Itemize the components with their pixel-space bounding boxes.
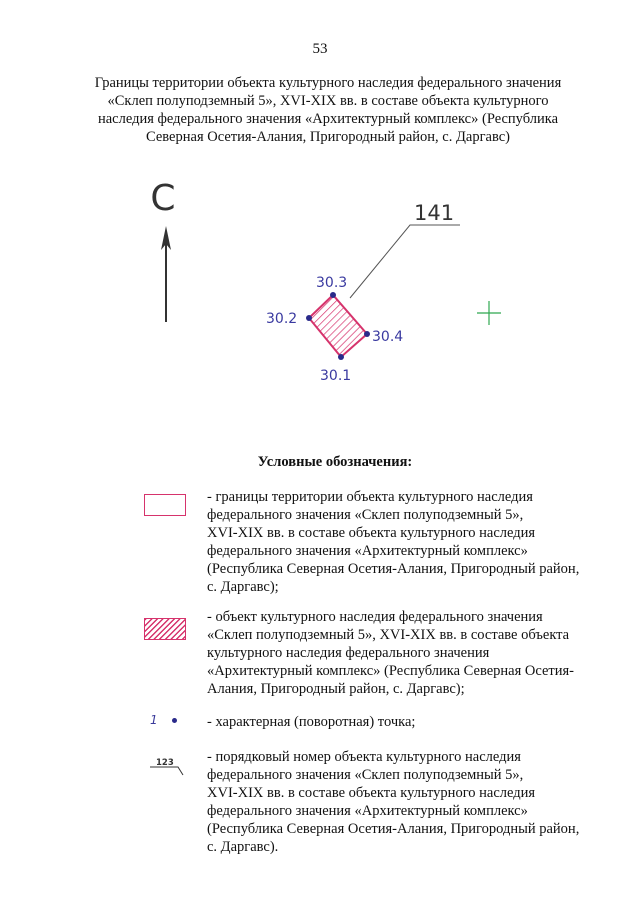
legend-line: XVI-XIX вв. в составе объекта культурного наследия — [207, 785, 536, 801]
legend-line: федерального значения «Архитектурный комплекс» — [207, 543, 528, 559]
point-label: 30.2 — [266, 311, 298, 327]
legend-line: - объект культурного наследия федерального значения — [207, 609, 543, 625]
legend-line: - границы территории объекта культурного наследия — [207, 489, 533, 505]
number-symbol-label: 123 — [156, 758, 174, 768]
legend-line: (Республика Северная Осетия-Алания, Пригородный район, — [207, 561, 580, 577]
legend-line: с. Даргавс); — [207, 579, 279, 595]
object-number-label: 141 — [414, 201, 455, 225]
legend-text — [207, 748, 617, 856]
legend-line: (Республика Северная Осетия-Алания, Пригородный район, — [207, 821, 580, 837]
point-label: 30.1 — [320, 368, 352, 384]
hatched-object-icon — [144, 618, 186, 640]
legend-line: федерального значения «Склеп полуподземный 5», — [207, 767, 524, 783]
legend-line: XVI-XIX вв. в составе объекта культурного наследия — [207, 525, 536, 541]
point-symbol-label: 1 — [150, 713, 158, 727]
point-label: 30.3 — [316, 275, 348, 291]
legend-title: Условные обозначения: — [257, 454, 413, 470]
title-line: Северная Осетия-Алания, Пригородный район, с. Даргавс) — [146, 129, 510, 145]
title-line: Границы территории объекта культурного наследия федерального значения — [94, 75, 562, 91]
title-line: «Склеп полуподземный 5», XVI-XIX вв. в составе объекта культурного — [107, 93, 549, 109]
boundary-symbol-icon — [144, 494, 186, 516]
turning-point — [338, 354, 344, 360]
legend-text — [207, 713, 617, 731]
turning-point — [364, 331, 370, 337]
survey-cross-icon — [477, 301, 501, 325]
page-title — [78, 74, 578, 146]
title-line: наследия федерального значения «Архитектурный комплекс» (Республика — [97, 111, 559, 127]
legend-line: «Архитектурный комплекс» (Республика Северная Осетия- — [207, 663, 575, 679]
point-label: 30.4 — [372, 329, 404, 345]
legend-line: культурного наследия федерального значения — [207, 645, 490, 661]
north-arrow-icon — [161, 226, 171, 322]
legend-line: федерального значения «Склеп полуподземный 5», — [207, 507, 524, 523]
boundary-map — [0, 170, 640, 400]
object-number-leader — [350, 225, 460, 298]
legend-line: «Склеп полуподземный 5», XVI-XIX вв. в составе объекта — [207, 627, 570, 643]
number-leader-icon — [146, 754, 188, 780]
legend-text — [207, 488, 617, 596]
legend-line: с. Даргавс). — [207, 839, 279, 855]
legend-text — [207, 608, 617, 698]
turning-point-icon — [150, 713, 177, 727]
object-boundary — [309, 295, 367, 357]
legend-line: Алания, Пригородный район, с. Даргавс); — [207, 681, 465, 697]
turning-point — [306, 315, 312, 321]
legend-line: федерального значения «Архитектурный комплекс» — [207, 803, 528, 819]
legend-line: - порядковый номер объекта культурного наследия — [207, 749, 521, 765]
legend-line: - характерная (поворотная) точка; — [207, 714, 416, 730]
turning-point — [330, 292, 336, 298]
page-number: 53 — [312, 41, 328, 57]
north-label: С — [150, 178, 176, 219]
